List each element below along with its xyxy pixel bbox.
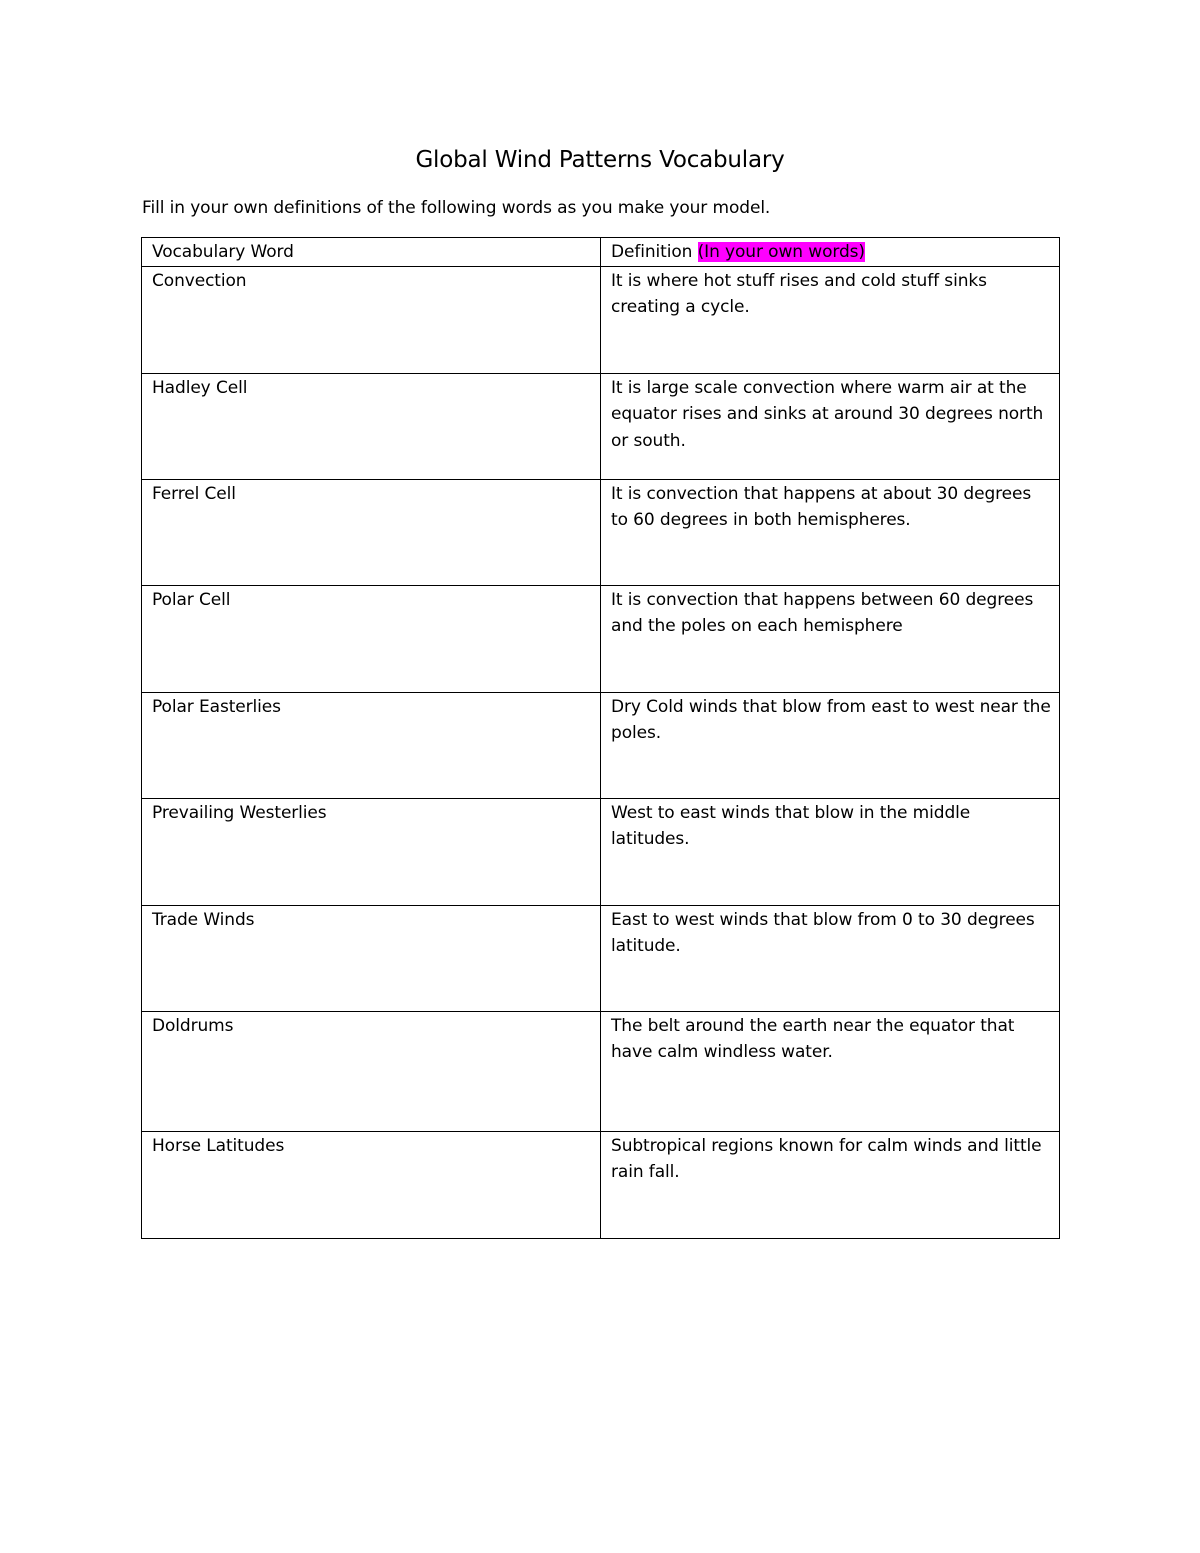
definition-text[interactable]: East to west winds that blow from 0 to 30 degrees latitude.: [611, 909, 1035, 956]
header-word-cell: [142, 238, 601, 267]
word-cell: [142, 692, 601, 798]
table-row: [142, 585, 1060, 692]
definition-text[interactable]: Dry Cold winds that blow from east to west near the poles.: [611, 696, 1051, 743]
table-row: [142, 266, 1060, 373]
word-cell: [142, 585, 601, 692]
definition-cell[interactable]: [601, 1011, 1060, 1131]
definition-cell[interactable]: [601, 585, 1060, 692]
header-definition-note: (In your own words): [697, 242, 865, 262]
vocabulary-word: Ferrel Cell: [152, 483, 236, 504]
vocabulary-table: [141, 237, 1060, 1239]
vocabulary-word: Trade Winds: [152, 909, 255, 930]
table-row: [142, 1131, 1060, 1238]
table-row: [142, 373, 1060, 479]
vocabulary-word: Doldrums: [152, 1015, 234, 1036]
table-row: [142, 692, 1060, 798]
definition-cell[interactable]: [601, 266, 1060, 373]
vocabulary-word: Polar Easterlies: [152, 696, 281, 717]
table-row: [142, 798, 1060, 905]
definition-text[interactable]: It is where hot stuff rises and cold stuff sinks creating a cycle.: [611, 270, 987, 317]
header-word-label: Vocabulary Word: [152, 242, 294, 262]
definition-text[interactable]: West to east winds that blow in the middle latitudes.: [611, 802, 971, 849]
definition-text[interactable]: It is convection that happens at about 30 degrees to 60 degrees in both hemispheres.: [611, 483, 1032, 530]
definition-cell[interactable]: [601, 692, 1060, 798]
definition-cell[interactable]: [601, 905, 1060, 1011]
word-cell: [142, 1131, 601, 1238]
word-cell: [142, 1011, 601, 1131]
definition-text[interactable]: Subtropical regions known for calm winds and little rain fall.: [611, 1135, 1042, 1182]
word-cell: [142, 266, 601, 373]
page-title: Global Wind Patterns Vocabulary: [415, 147, 785, 173]
vocabulary-word: Polar Cell: [152, 589, 231, 610]
word-cell: [142, 905, 601, 1011]
definition-cell[interactable]: [601, 1131, 1060, 1238]
header-definition-cell: [601, 238, 1060, 267]
word-cell: [142, 798, 601, 905]
header-definition-label: Definition: [611, 242, 698, 262]
vocabulary-word: Prevailing Westerlies: [152, 802, 327, 823]
word-cell: [142, 373, 601, 479]
definition-cell[interactable]: [601, 479, 1060, 585]
vocabulary-word: Hadley Cell: [152, 377, 248, 398]
table-row: [142, 905, 1060, 1011]
table-row: [142, 1011, 1060, 1131]
vocabulary-word: Convection: [152, 270, 247, 291]
definition-cell[interactable]: [601, 373, 1060, 479]
word-cell: [142, 479, 601, 585]
vocabulary-word: Horse Latitudes: [152, 1135, 285, 1156]
table-header-row: [142, 238, 1060, 267]
definition-text[interactable]: It is large scale convection where warm air at the equator rises and sinks at around 30 degrees north or south.: [611, 377, 1044, 451]
definition-text[interactable]: It is convection that happens between 60 degrees and the poles on each hemisphere: [611, 589, 1034, 636]
table-row: [142, 479, 1060, 585]
instructions-text: Fill in your own definitions of the following words as you make your model.: [142, 198, 771, 218]
definition-cell[interactable]: [601, 798, 1060, 905]
definition-text[interactable]: The belt around the earth near the equator that have calm windless water.: [611, 1015, 1015, 1062]
